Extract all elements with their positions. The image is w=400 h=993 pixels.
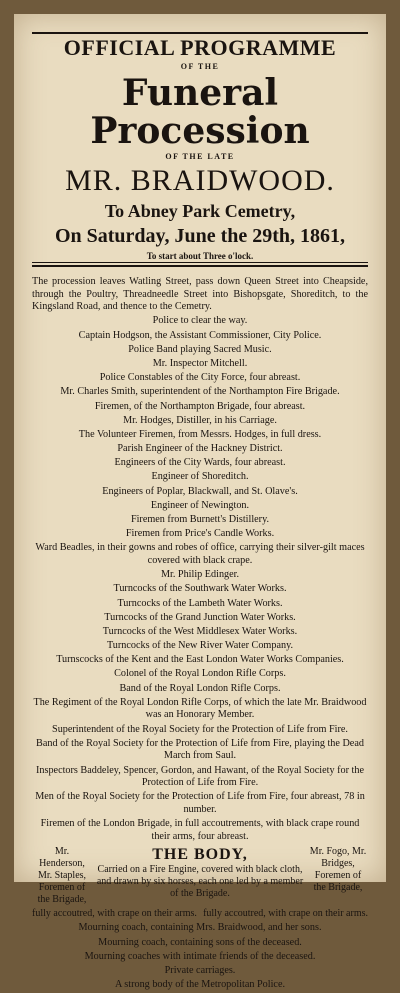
procession-line: Mr. Hodges, Distiller, in his Carriage. (123, 414, 277, 426)
right-tail: fully accoutred, with crape on their arms. (203, 908, 368, 920)
procession-line: Police to clear the way. (152, 315, 248, 327)
divider-thick (32, 265, 368, 267)
right-bearers: Mr. Fogo, Mr. Bridges, Foremen of the Brigade, (309, 846, 367, 894)
closing-line: A strong body of the Metropolitan Police. (114, 979, 286, 991)
procession-line: Colonel of the Royal London Rifle Corps. (114, 668, 286, 680)
divider-thin (32, 262, 368, 263)
closing-line: Mourning coach, containing Mrs. Braidwood, and her sons. (78, 922, 322, 934)
procession-line: Mr. Philip Edinger. (160, 569, 240, 581)
procession-line: Parish Engineer of the Hackney District. (117, 443, 283, 455)
procession-line: Engineer of Shoreditch. (151, 471, 249, 483)
left-tail: fully accoutred, with crape on their arms. (32, 908, 197, 920)
accoutred-row (32, 908, 368, 920)
procession-line: Engineer of Newington. (150, 499, 250, 511)
procession-line: Engineers of the City Wards, four abreast. (114, 457, 286, 469)
procession-line: Firemen from Price's Candle Works. (125, 528, 275, 540)
procession-line: Captain Hodgson, the Assistant Commissioner, City Police. (78, 329, 322, 341)
route-intro: The procession leaves Watling Street, pass down Queen Street into Cheapside, through the Poultry, Threadneedle Street into Bishopsgate, Shoreditch, to the Kingsland Road, and thence to the Cemetry. (32, 276, 368, 313)
procession-line: Turncocks of the Grand Junction Water Works. (104, 611, 296, 623)
procession-line: Firemen, of the Northampton Brigade, four abreast. (94, 400, 306, 412)
procession-line: Mr. Inspector Mitchell. (152, 357, 248, 369)
procession-line: Men of the Royal Society for the Protection of Life from Fire, four abreast, 78 in number. (35, 791, 365, 815)
procession-line: Firemen of the London Brigade, in full accoutrements, with black crape round their arms, four abreast. (40, 818, 360, 842)
procession-line: Band of the Royal London Rifle Corps. (119, 682, 281, 694)
closing-line: Private carriages. (164, 964, 236, 976)
closing-line: Mourning coaches with intimate friends of the deceased. (84, 950, 316, 962)
procession-line: Police Constables of the City Force, four abreast. (99, 372, 301, 384)
date-line: On Saturday, June the 29th, 1861, (54, 225, 346, 247)
procession-line: Turnscocks of the Kent and the East London Water Works Companies. (56, 654, 344, 666)
procession-line: Turncocks of the Lambeth Water Works. (117, 597, 283, 609)
procession-line: Engineers of Poplar, Blackwall, and St. Olave's. (102, 485, 298, 497)
procession-line: Mr. Charles Smith, superintendent of the Northampton Fire Brigade. (60, 386, 340, 398)
procession-line: Police Band playing Sacred Music. (128, 343, 272, 355)
closing-lines (32, 922, 368, 991)
carried-text: Carried on a Fire Engine, covered with black cloth, and drawn by six horses, each one led by a member of the Brigade. (96, 864, 304, 900)
procession-line: The Regiment of the Royal London Rifle Corps, of which the late Mr. Braidwood was an Honorary Member. (33, 696, 367, 721)
procession-line: Band of the Royal Society for the Protection of Life from Fire, playing the Dead March from Saul. (36, 737, 364, 762)
procession-lines (32, 315, 368, 843)
procession-line: Superintendent of the Royal Society for the Protection of Life from Fire. (52, 723, 348, 735)
procession-title: Funeral Procession (90, 72, 310, 152)
cemetery-line: To Abney Park Cemetry, (104, 201, 296, 221)
of-the-label: OF THE (180, 62, 220, 71)
poster-sheet (14, 14, 386, 991)
body-section (32, 846, 368, 906)
body-center (92, 846, 308, 900)
procession-line: Inspectors Baddeley, Spencer, Gordon, and Hawant, of the Royal Society for the Protection of Life from Fire. (36, 764, 364, 789)
procession-line: The Volunteer Firemen, from Messrs. Hodges, in full dress. (78, 428, 322, 440)
left-bearers: Mr. Henderson, Mr. Staples, Foremen of the Brigade, (37, 846, 87, 906)
start-time: To start about Three o'lock. (146, 251, 254, 261)
body-title: THE BODY, (152, 846, 248, 864)
procession-body (32, 276, 368, 993)
procession-line: Turncocks of the West Middlesex Water Works. (102, 625, 298, 637)
programme-title: OFFICIAL PROGRAMME (63, 35, 337, 60)
procession-line: Ward Beadles, in their gowns and robes of office, carrying their silver-gilt maces covered with black crape. (35, 542, 365, 566)
procession-line: Turncocks of the Southwark Water Works. (113, 583, 287, 595)
deceased-name: MR. BRAIDWOOD. (65, 164, 335, 197)
procession-line: Turncocks of the New River Water Company. (106, 640, 294, 652)
poster-heading (14, 36, 386, 264)
procession-line: Firemen from Burnett's Distillery. (130, 514, 270, 525)
closing-line: Mourning coach, containing sons of the deceased. (98, 936, 302, 948)
top-rule (32, 32, 368, 34)
of-the-late-label: OF THE LATE (165, 152, 235, 161)
